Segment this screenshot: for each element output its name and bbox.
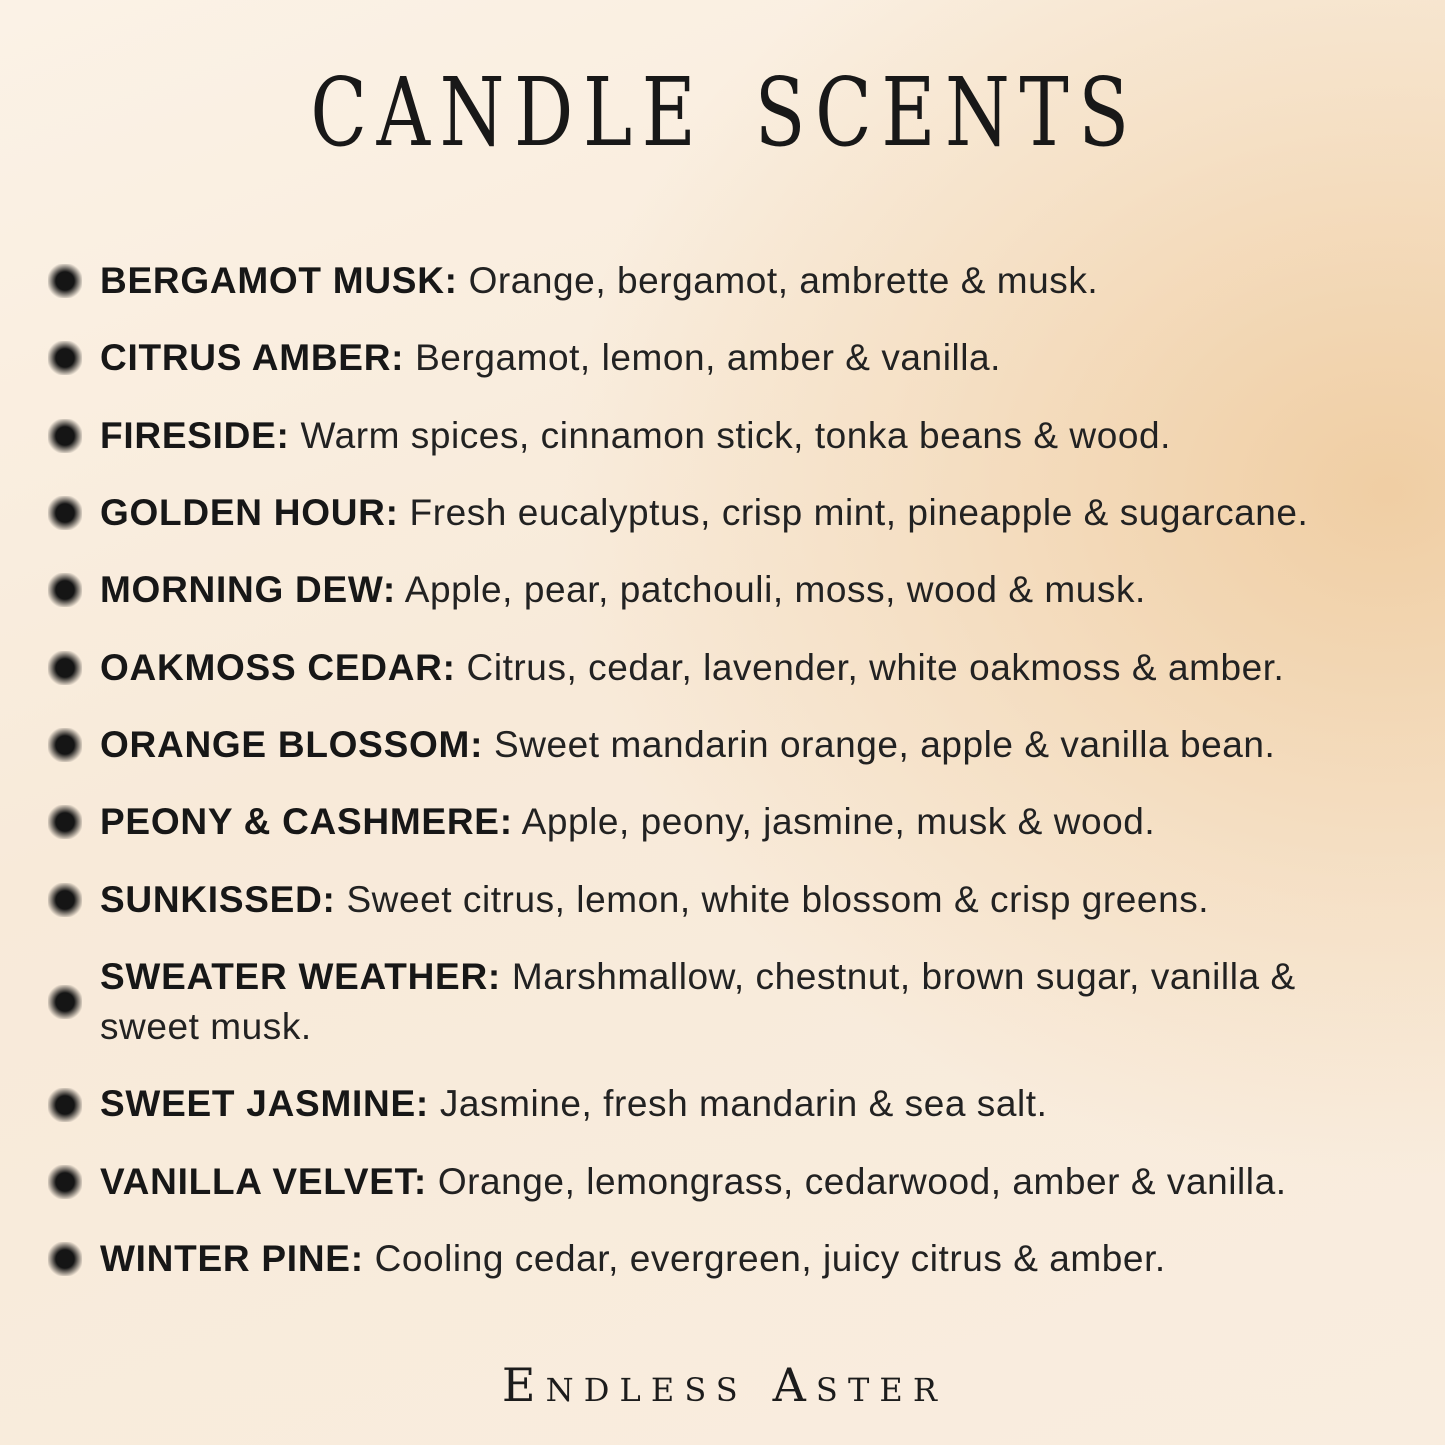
page-title: CANDLE SCENTS — [310, 58, 1139, 169]
list-item — [48, 1157, 1401, 1207]
scent-text — [100, 1234, 1166, 1284]
scent-name: PEONY & CASHMERE: — [100, 801, 513, 843]
scent-text — [100, 256, 1098, 306]
scent-name: OAKMOSS CEDAR: — [100, 646, 456, 688]
list-item — [48, 1234, 1401, 1284]
list-item — [48, 797, 1401, 847]
scent-description: Sweet mandarin orange, apple & vanilla bean. — [494, 723, 1276, 765]
scent-description: Citrus, cedar, lavender, white oakmoss & amber. — [466, 646, 1285, 688]
scent-description: Apple, peony, jasmine, musk & wood. — [521, 801, 1156, 843]
scent-description: Apple, pear, patchouli, moss, wood & musk. — [404, 569, 1146, 611]
bullet-icon — [48, 419, 82, 453]
scent-name: BERGAMOT MUSK: — [100, 260, 458, 301]
scent-name: FIRESIDE: — [100, 414, 290, 456]
scent-text — [100, 488, 1308, 538]
bullet-icon — [48, 264, 82, 298]
scent-text — [100, 720, 1275, 770]
scent-description: Jasmine, fresh mandarin & sea salt. — [439, 1083, 1048, 1125]
list-item — [48, 333, 1401, 383]
list-item — [48, 952, 1401, 1053]
scent-description: Sweet citrus, lemon, white blossom & crisp greens. — [346, 878, 1210, 920]
scent-text — [100, 952, 1401, 1053]
bullet-icon — [48, 883, 82, 917]
scent-name: VANILLA VELVET: — [100, 1160, 427, 1202]
list-item — [48, 1079, 1401, 1129]
scent-description: Marshmallow, chestnut, brown sugar, vanilla & sweet musk. — [100, 955, 1296, 1048]
bullet-icon — [48, 651, 82, 685]
scent-name: MORNING DEW: — [100, 569, 396, 611]
scent-name: GOLDEN HOUR: — [100, 491, 399, 533]
bullet-icon — [48, 728, 82, 762]
scent-description: Fresh eucalyptus, crisp mint, pineapple & sugarcane. — [409, 491, 1309, 533]
scent-text — [100, 333, 1001, 383]
scent-text — [100, 797, 1155, 847]
scent-text — [100, 565, 1146, 615]
scent-name: SWEET JASMINE: — [100, 1083, 429, 1125]
scent-text — [100, 643, 1284, 693]
list-item — [48, 643, 1401, 693]
scent-name: SWEATER WEATHER: — [100, 955, 501, 997]
bullet-icon — [48, 1088, 82, 1122]
list-item — [48, 411, 1401, 461]
brand-name: Endless Aster — [501, 1358, 948, 1413]
scent-text — [100, 1079, 1047, 1129]
bullet-icon — [48, 573, 82, 607]
scent-text — [100, 1157, 1287, 1207]
bullet-icon — [48, 1165, 82, 1199]
list-item — [48, 488, 1401, 538]
bullet-icon — [48, 1242, 82, 1276]
scent-text — [100, 411, 1171, 461]
scent-name: ORANGE BLOSSOM: — [100, 723, 484, 765]
list-item — [48, 875, 1401, 925]
scent-description: Bergamot, lemon, amber & vanilla. — [415, 337, 1001, 379]
bullet-icon — [48, 341, 82, 375]
list-item — [48, 565, 1401, 615]
bullet-icon — [48, 805, 82, 839]
list-item — [48, 720, 1401, 770]
scent-description: Orange, lemongrass, cedarwood, amber & vanilla. — [437, 1160, 1287, 1202]
bullet-icon — [48, 496, 82, 530]
scent-description: Warm spices, cinnamon stick, tonka beans & wood. — [300, 414, 1171, 456]
scent-description: Orange, bergamot, ambrette & musk. — [468, 260, 1099, 301]
list-item — [48, 256, 1401, 306]
scent-list — [48, 256, 1401, 1284]
scent-name: SUNKISSED: — [100, 878, 336, 920]
scent-name: CITRUS AMBER: — [100, 337, 405, 379]
scent-text — [100, 875, 1209, 925]
scent-name: WINTER PINE: — [100, 1238, 364, 1280]
scent-description: Cooling cedar, evergreen, juicy citrus & amber. — [374, 1238, 1166, 1280]
bullet-icon — [48, 985, 82, 1019]
